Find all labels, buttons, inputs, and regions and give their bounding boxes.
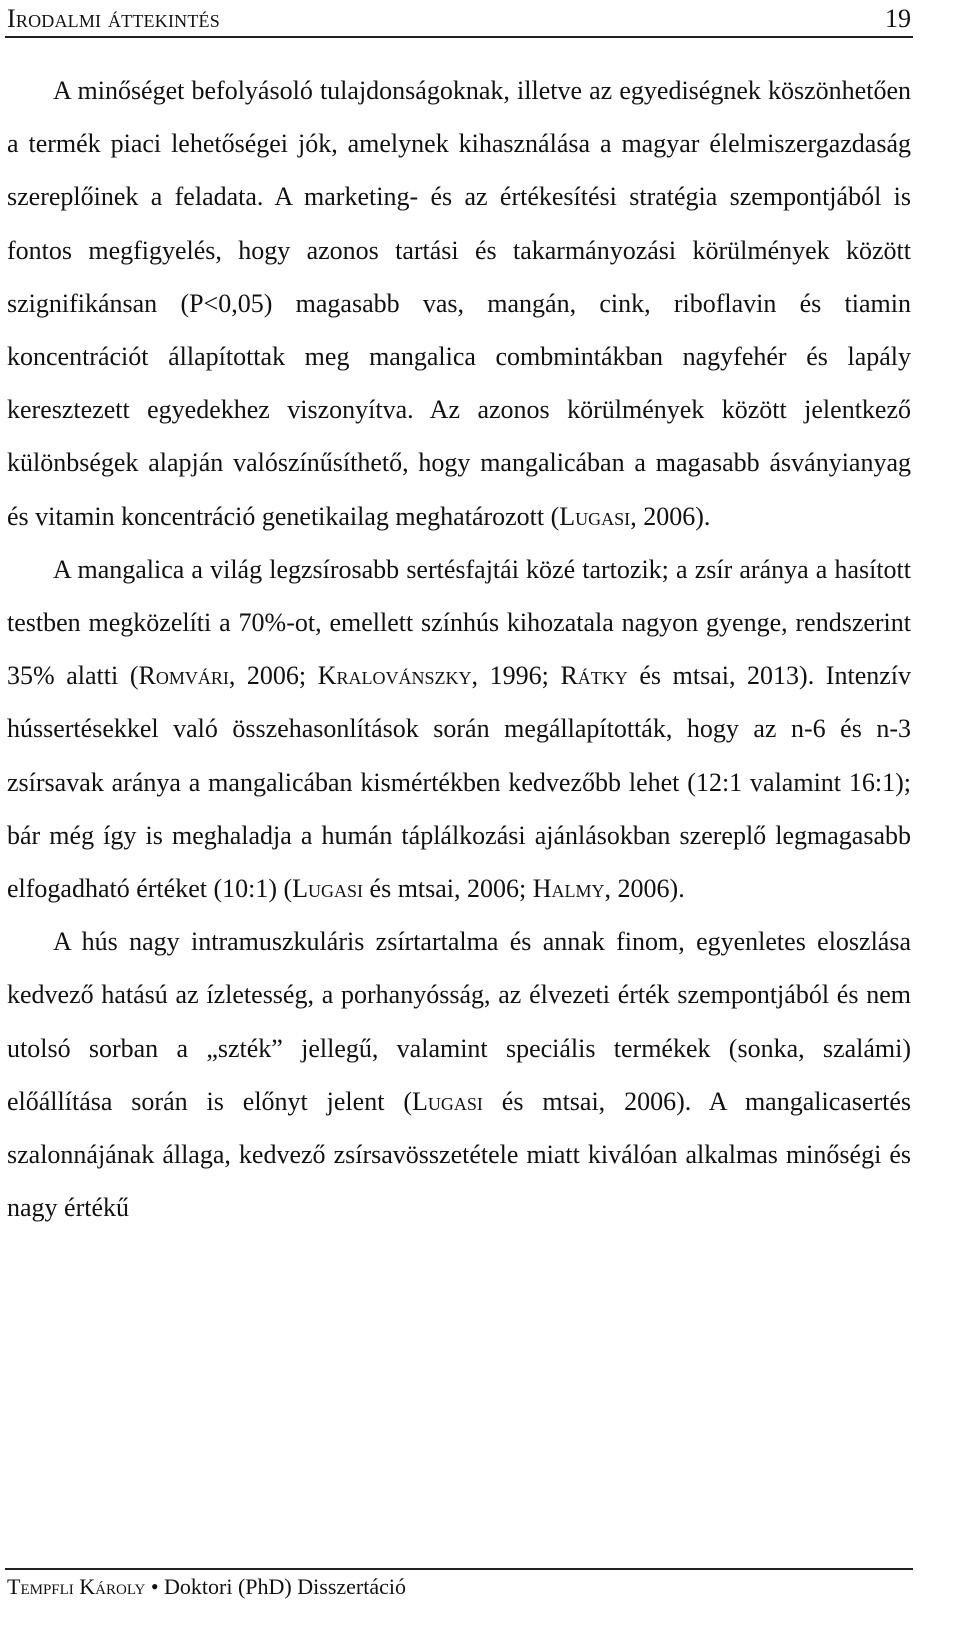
text-run: és mtsai, 2006). A mangalicasertés szalonnájának állaga, kedvező zsírsavösszetétele miatt kiválóan alkalmas minőségi és nagy értékű xyxy=(7,1086,911,1223)
footer-text xyxy=(7,1574,406,1600)
paragraph-1 xyxy=(7,64,911,543)
author-citation: Halmy xyxy=(532,874,605,904)
text-run: , 2006; xyxy=(228,661,318,691)
author-citation: Lugasi xyxy=(292,874,364,904)
document-body xyxy=(7,64,911,1234)
paragraph-2 xyxy=(7,543,911,915)
text-run: , 2006). xyxy=(630,501,711,531)
footer-separator: • xyxy=(150,1574,159,1599)
footer-author: Tempfli Károly xyxy=(7,1574,146,1599)
text-run: A hús nagy intramuszkuláris zsírtartalma és annak finom, egyenletes eloszlása kedvező hatású az ízletesség, a porhanyósság, az élvezeti érték szempontjából és nem utolsó sorban a „szték” jellegű, valamint speciális termékek (sonka, szalámi) előállítása során is előnyt jelent ( xyxy=(7,927,911,1116)
text-run: és mtsai, 2006; xyxy=(363,874,533,904)
page-number: 19 xyxy=(885,4,911,33)
text-run: , 2006). xyxy=(604,874,685,904)
paragraph-3 xyxy=(7,915,911,1234)
author-citation: Lugasi xyxy=(411,1086,483,1116)
running-head-title: Irodalmi áttekintés xyxy=(7,4,220,33)
text-run: A mangalica a világ legzsírosabb sertésfajtái közé tartozik; a zsír aránya a hasított testben megközelíti a 70%-ot, emellett színhús kihozatala nagyon gyenge, rendszerint 35% alatti ( xyxy=(7,554,911,691)
author-citation: Romvári xyxy=(138,661,229,691)
text-run: , 1996; xyxy=(471,661,561,691)
author-citation: Kralovánszky xyxy=(317,661,472,691)
page-footer xyxy=(5,1568,913,1599)
author-citation: Lugasi xyxy=(559,501,631,531)
text-run: és mtsai, 2013). Intenzív hússertésekkel való összehasonlítások során megállapították, hogy az n-6 és n-3 zsírsavak aránya a mangalicában kismértékben kedvezőbb lehet (12:1 valamint 16:1); bár még így is meghaladja a humán táplálkozási ajánlásokban szereplő legmagasabb elfogadható értéket (10:1) ( xyxy=(7,661,911,904)
author-citation: Rátky xyxy=(560,661,628,691)
page-header xyxy=(5,0,913,38)
footer-title: Doktori (PhD) Disszertáció xyxy=(164,1574,406,1599)
text-run: A minőséget befolyásoló tulajdonságoknak, illetve az egyediségnek köszönhetően a termék piaci lehetőségei jók, amelynek kihasználása a magyar élelmiszergazdaság szereplőinek a feladata. A marketing- és az értékesítési stratégia szempontjából is fontos megfigyelés, hogy azonos tartási és takarmányozási körülmények között szignifikánsan (P<0,05) magasabb vas, mangán, cink, riboflavin és tiamin koncentrációt állapítottak meg mangalica combmintákban nagyfehér és lapály keresztezett egyedekhez viszonyítva. Az azonos körülmények között jelentkező különbségek alapján valószínűsíthető, hogy mangalicában a magasabb ásványianyag és vitamin koncentráció genetikailag meghatározott ( xyxy=(7,76,911,531)
